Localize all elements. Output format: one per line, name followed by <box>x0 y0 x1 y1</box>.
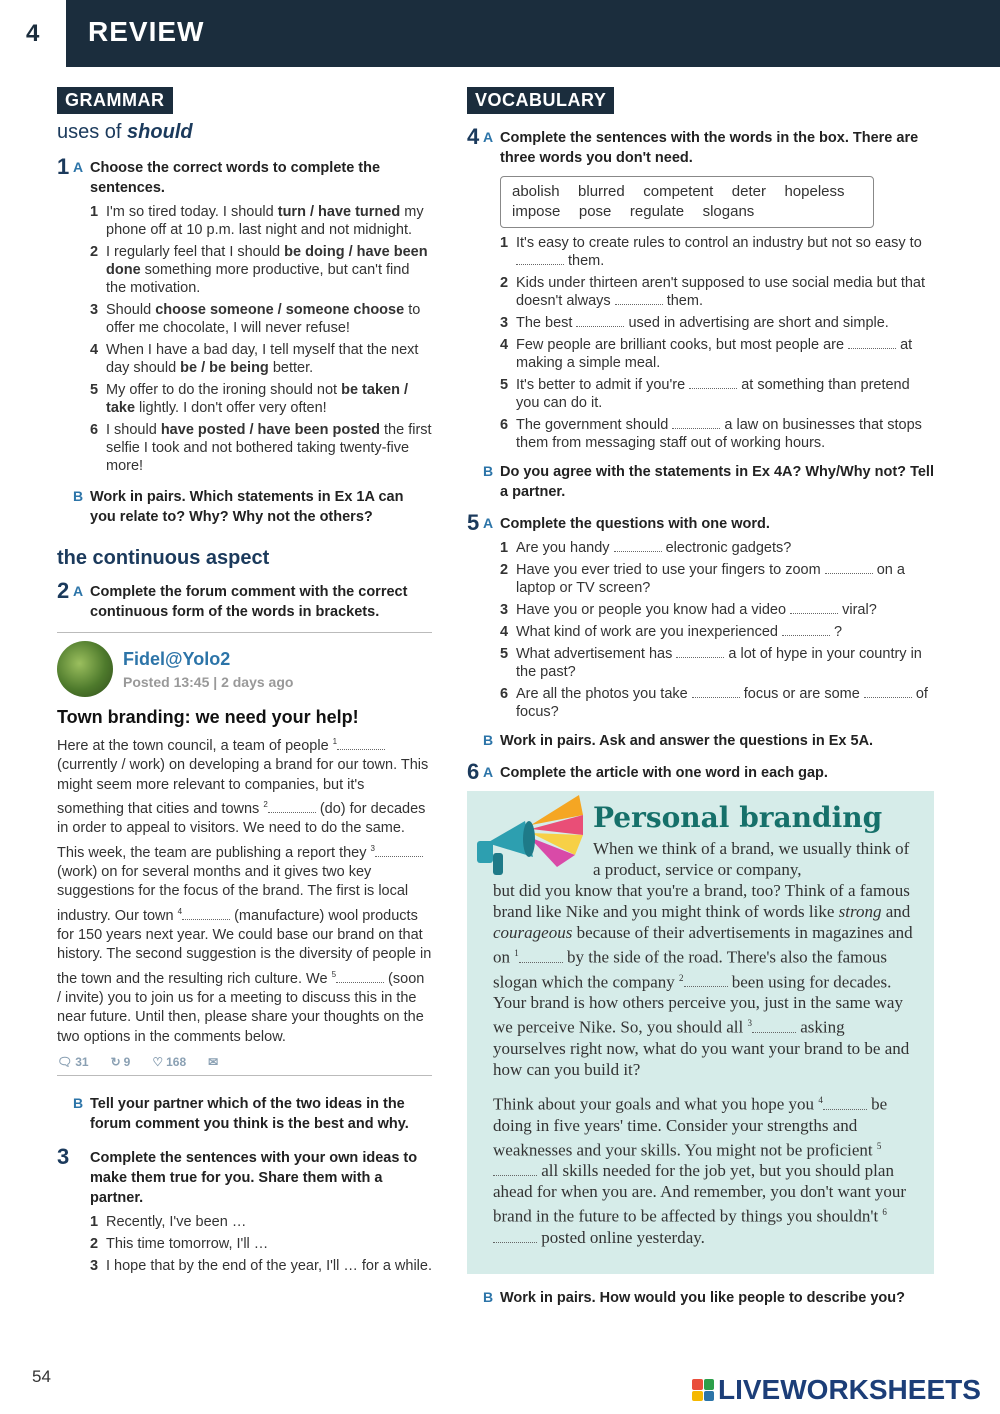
share-stat[interactable]: ↻ 9 <box>110 1055 131 1070</box>
exercise-letter: A <box>73 159 84 175</box>
subheading-should: uses of should <box>57 121 193 143</box>
choice[interactable]: have posted / have been posted <box>160 422 380 438</box>
word-box-line: impose pose regulate slogans <box>512 203 755 220</box>
exercise-letter: A <box>483 515 494 531</box>
exercise-4a <box>467 124 937 168</box>
gap-input[interactable] <box>782 626 830 636</box>
list-item: 4 When I have a bad day, I tell myself that the next day should be / be being better. <box>90 342 419 376</box>
gap-input[interactable] <box>493 1233 537 1243</box>
gap-input[interactable] <box>375 847 423 857</box>
list-item: 3 I hope that by the end of the year, I'll … for a while. <box>90 1258 432 1275</box>
gap-input[interactable] <box>684 977 728 987</box>
list-item: 6 Are all the photos you take focus or are some of focus? <box>500 686 928 720</box>
list-item: 1 Recently, I've been … <box>90 1214 247 1231</box>
forum-post <box>57 632 432 1076</box>
gap-input[interactable] <box>848 339 896 349</box>
gap-input[interactable] <box>336 973 384 983</box>
grammar-column <box>57 87 432 1279</box>
instruction: Work in pairs. Which statements in Ex 1A can you relate to? Why? Why not the others? <box>90 489 404 525</box>
gap-input[interactable] <box>268 803 316 813</box>
exercise-letter: A <box>483 129 494 145</box>
exercise-letter: A <box>73 583 84 599</box>
exercise-letter: B <box>483 732 494 748</box>
list-item: 2 I regularly feel that I should be doing / have been done something more productive, but can't find the motivation. <box>90 244 428 296</box>
avatar <box>57 641 113 697</box>
instruction: Do you agree with the statements in Ex 4A? Why/Why not? Tell a partner. <box>500 464 934 500</box>
instruction: Work in pairs. Ask and answer the questions in Ex 5A. <box>500 733 874 749</box>
choice[interactable]: be doing / have been done <box>106 244 428 278</box>
list-item: 2 This time tomorrow, I'll … <box>90 1236 269 1253</box>
exercise-letter: B <box>483 1288 494 1305</box>
exercise-5b <box>467 731 937 751</box>
list-item: 1 It's easy to create rules to control an industry but not so easy to them. <box>500 235 922 269</box>
instruction: Complete the sentences with the words in the box. There are three words you don't need. <box>500 130 919 166</box>
word-box-line: abolish blurred competent deter hopeless <box>512 183 845 200</box>
list-item: 6 I should have posted / have been posted the first selfie I took and not bothered taking twenty-five more! <box>90 422 432 474</box>
subheading-continuous: the continuous aspect <box>57 547 270 569</box>
gap-input[interactable] <box>672 419 720 429</box>
exercise-2b <box>57 1094 432 1134</box>
forum-title: Town branding: we need your help! <box>57 707 359 727</box>
list-item: 5 My offer to do the ironing should not be taken / take lightly. I don't offer very often! <box>90 382 408 416</box>
gap-input[interactable] <box>823 1100 867 1110</box>
gap-input[interactable] <box>752 1023 796 1033</box>
repost-icon: ↻ <box>110 1055 121 1070</box>
list-item: 3 Have you or people you know had a video viral? <box>500 602 877 618</box>
vocabulary-tag: VOCABULARY <box>467 87 614 114</box>
exercise-number: 5 <box>467 510 480 535</box>
gap-input[interactable] <box>182 910 230 920</box>
exercise-number: 6 <box>467 759 480 784</box>
instruction: Complete the article with one word in each gap. <box>500 765 828 781</box>
list-item: 2 Kids under thirteen aren't supposed to use social media but that doesn't always them. <box>500 275 926 309</box>
exercise-letter: B <box>73 1095 84 1112</box>
header-band <box>66 0 1000 67</box>
exercise-2a <box>57 578 432 622</box>
gap-input[interactable] <box>337 740 385 750</box>
choice[interactable]: be taken / take <box>106 382 408 416</box>
exercise-6b <box>467 1288 937 1308</box>
gap-input[interactable] <box>825 564 873 574</box>
choice[interactable]: be / be being <box>180 360 269 376</box>
page-number: 54 <box>32 1367 51 1386</box>
gap-input[interactable] <box>676 648 724 658</box>
list-item: 6 The government should a law on businesses that stops them from messaging staff out of working hours. <box>500 417 922 451</box>
exercise-5a <box>467 510 937 721</box>
choice[interactable]: choose someone / someone choose <box>155 302 405 318</box>
list-item: 1 I'm so tired today. I should turn / have turned my phone off at 10 p.m. last night and not midnight. <box>90 204 424 238</box>
list-item: 4 What kind of work are you inexperienced ? <box>500 624 843 640</box>
exercise-4b <box>467 462 937 502</box>
post-timestamp: Posted 13:45 | 2 days ago <box>123 673 294 690</box>
unit-number: 4 <box>26 20 40 47</box>
list-item: 5 What advertisement has a lot of hype in your country in the past? <box>500 646 922 680</box>
exercise-letter: A <box>483 764 494 780</box>
mail-icon[interactable]: ✉︎ <box>208 1055 219 1070</box>
list-item: 4 Few people are brilliant cooks, but most people are at making a simple meal. <box>500 337 913 371</box>
exercise-number: 3 <box>57 1144 70 1170</box>
instruction: Choose the correct words to complete the sentences. <box>90 160 381 196</box>
article-box <box>467 791 934 1274</box>
heart-icon: ♡ <box>152 1055 164 1070</box>
exercise-items <box>500 539 937 721</box>
exercise-items <box>500 234 937 452</box>
comment-stat[interactable]: 🗨︎ 31 <box>57 1055 89 1070</box>
gap-input[interactable] <box>576 317 624 327</box>
liveworksheets-logo[interactable] <box>692 1374 981 1406</box>
word-box <box>500 176 874 228</box>
exercise-number: 4 <box>467 124 480 149</box>
gap-input[interactable] <box>615 295 663 305</box>
list-item: 1 Are you handy electronic gadgets? <box>500 540 792 556</box>
forum-header <box>57 641 432 697</box>
exercise-6a <box>467 759 937 784</box>
exercise-1a <box>57 154 432 475</box>
page-title: REVIEW <box>88 16 205 47</box>
logo-text: LIVEWORKSHEETS <box>718 1374 981 1405</box>
instruction: Complete the forum comment with the correct continuous form of the words in brackets. <box>90 584 408 620</box>
gap-input[interactable] <box>689 379 737 389</box>
exercise-3 <box>57 1144 432 1275</box>
exercise-letter: B <box>483 463 494 479</box>
exercise-1b <box>57 487 432 527</box>
exercise-number: 1 <box>57 154 70 179</box>
list-item: 2 Have you ever tried to use your fingers to zoom on a laptop or TV screen? <box>500 562 905 596</box>
article-body: When we think of a brand, we usually think of a product, service or company, but did you know that you're a brand, too? Think of a famous brand like Nike and you might think of words like strong and courageous because of their advertisements in magazines and on $^1$ by the side of the road. There's also the famous slogan which the company $^2$ been using for decades. Your brand is how others perceive you, just in the same way we perceive Nike. So, you should all $^3$ asking yourselves right now, what do you want your brand to be and how can you build it? Think about your goals and what you hope you $^4$ be doing in five years' time. Consider your strengths and weaknesses and your skills. You might not be proficient $^5$ all skills needed for the job yet, but you should plan ahead for when you are. And remember, you don't want your brand in the future to be affected by things you shouldn't $^6$ posted online yesterday. <box>493 839 913 1247</box>
list-item: 3 Should choose someone / someone choose to offer me chocolate, I will never refuse! <box>90 302 421 336</box>
list-item: 5 It's better to admit if you're at something than pretend you can do it. <box>500 377 910 411</box>
choice[interactable]: turn / have turned <box>277 204 401 220</box>
exercise-letter: B <box>73 488 84 504</box>
forum-username[interactable]: Fidel@Yolo2 <box>123 648 231 669</box>
exercise-number: 2 <box>57 578 70 603</box>
gap-input[interactable] <box>790 604 838 614</box>
exercise-items <box>90 1213 432 1275</box>
comment-icon: 🗨︎ <box>57 1055 73 1070</box>
article-title: Personal branding <box>593 801 883 834</box>
page-header <box>0 0 1000 67</box>
gap-input[interactable] <box>516 255 564 265</box>
forum-stats <box>57 1055 432 1069</box>
list-item: 3 The best used in advertising are short and simple. <box>500 315 889 331</box>
gap-input[interactable] <box>614 542 662 552</box>
forum-body: Here at the town council, a team of people $^1$ (currently / work) on developing a brand for our town. This might seem more relevant to companies, but it's something that cities and towns $^2$ (do) for decades in order to appeal to visitors. We need to do the same. This week, the team are publishing a report they $^3$ (work) on for several months and it gives two key suggestions for the focus of the brand. The first is local industry. Our town $^4$ (manufacture) wool products for 150 years next year. We could base our brand on that history. The second suggestion is the diversity of people in the town and the resulting rich culture. We $^5$ (soon / invite) you to join us for a meeting to discuss this in the near future. Until then, please share your thoughts on the two options in the comments below. <box>57 737 432 1045</box>
instruction: Complete the questions with one word. <box>500 516 770 532</box>
megaphone-icon <box>471 795 583 881</box>
logo-icon <box>692 1379 714 1401</box>
instruction: Work in pairs. How would you like people to describe you? <box>500 1289 905 1306</box>
gap-input[interactable] <box>519 953 563 963</box>
instruction: Tell your partner which of the two ideas in the forum comment you think is the best and why. <box>90 1096 409 1133</box>
gap-input[interactable] <box>864 688 912 698</box>
vocabulary-column <box>467 87 937 1308</box>
gap-input[interactable] <box>493 1166 537 1176</box>
gap-input[interactable] <box>692 688 740 698</box>
like-stat[interactable]: ♡ 168 <box>152 1055 187 1070</box>
exercise-items <box>90 203 432 475</box>
grammar-tag: GRAMMAR <box>57 87 173 114</box>
instruction: Complete the sentences with your own ideas to make them true for you. Share them with a partner. <box>90 1150 418 1207</box>
